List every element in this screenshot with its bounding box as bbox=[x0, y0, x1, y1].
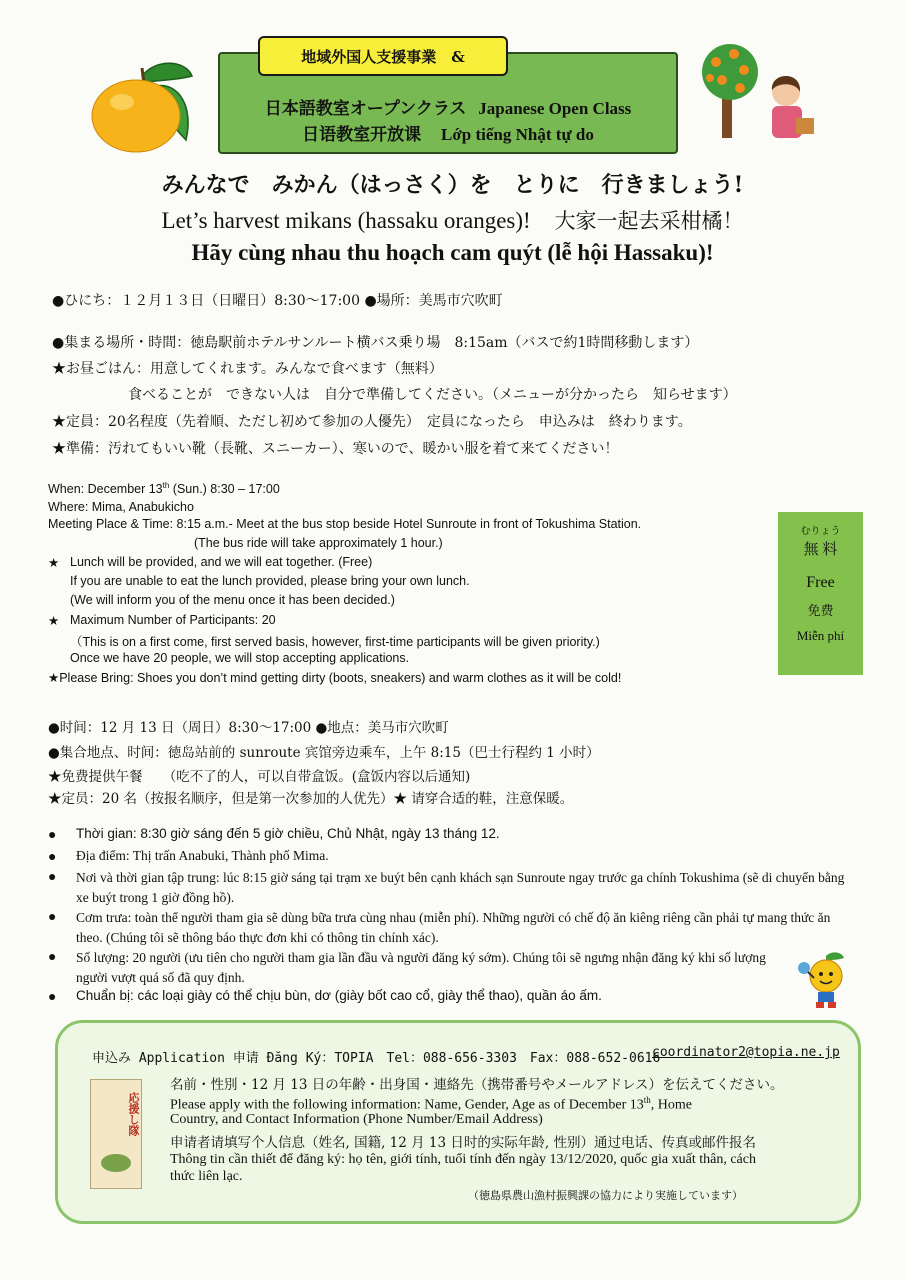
vn-meeting: Nơi và thời gian tập trung: lúc 8:15 giờ sáng tại trạm xe buýt bên cạnh khách sạn Sunroute ngay trước ga chính Tokushima (sẽ di chuyển bằng xe buýt trong 1 giờ đồng hồ). bbox=[76, 870, 845, 905]
vn-bullet-5: ● bbox=[48, 948, 57, 964]
application-vn-1: Thông tin cần thiết để đăng ký: họ tên, giới tính, tuổi tính đến ngày 13/12/2020, quốc gia xuất thân, cách bbox=[170, 1152, 756, 1167]
vn-time: Thời gian: 8:30 giờ sáng đến 5 giờ chiều, Chủ Nhật, ngày 13 tháng 12. bbox=[76, 826, 500, 841]
support-group-badge-text: 応援し隊 bbox=[127, 1092, 140, 1136]
vn-place: Địa điểm: Thị trấn Anabuki, Thành phố Mima. bbox=[76, 848, 329, 863]
jp-line-meeting: ●集まる場所・時間：徳島駅前ホテルサンルート横バス乗り場 8:15am（バスで約1時間移動します） bbox=[52, 335, 699, 351]
en-when-prefix: When: December 13 bbox=[48, 482, 163, 497]
application-box bbox=[55, 1020, 861, 1224]
vn-bullet-6: ● bbox=[48, 988, 57, 1004]
application-en-2: Country, and Contact Information (Phone Number/Email Address) bbox=[170, 1112, 543, 1127]
orange-mascot-illustration bbox=[796, 950, 852, 1012]
en-when-suffix: (Sun.) 8:30 – 17:00 bbox=[169, 482, 280, 497]
jp-line-lunch-note: 食べることが できない人は 自分で準備してください。（メニューが分かったら 知らせます） bbox=[128, 387, 737, 403]
en-bus: (The bus ride will take approximately 1 hour.) bbox=[194, 536, 443, 550]
en-where: Where: Mima, Anabukicho bbox=[48, 500, 194, 514]
en-when bbox=[48, 481, 280, 496]
application-en-1-sup: th bbox=[643, 1095, 651, 1105]
application-footnote: （徳島県農山漁村振興課の協力により実施しています） bbox=[468, 1189, 743, 1202]
application-en-1-prefix: Please apply with the following information: Name, Gender, Age as of December 13 bbox=[170, 1097, 644, 1113]
en-lunch-3: (We will inform you of the menu once it has been decided.) bbox=[70, 593, 395, 607]
application-email[interactable]: coordinator2@topia.ne.jp bbox=[652, 1045, 840, 1060]
en-max-3: Once we have 20 people, we will stop accepting applications. bbox=[70, 651, 410, 665]
title-en-cn bbox=[0, 205, 905, 235]
harvest-girl-illustration bbox=[700, 40, 816, 142]
free-badge bbox=[778, 512, 863, 675]
en-meeting: Meeting Place & Time: 8:15 a.m.- Meet at the bus stop beside Hotel Sunroute in front of Tokushima Station. bbox=[48, 517, 642, 531]
header-line1-en: Japanese Open Class bbox=[478, 99, 632, 118]
title-jp: みんなで みかん（はっさく）を とりに 行きましょう! bbox=[161, 172, 744, 198]
program-tag bbox=[258, 36, 508, 76]
jp-line-date: ●ひにち：１２月１３日（日曜日）8:30～17:00 ●場所：美馬市穴吹町 bbox=[52, 293, 503, 309]
en-max-2: （This is on a first come, first served basis, however, first-time participants will be given priority.) bbox=[70, 635, 600, 649]
cn-line-lunch: ★免费提供午餐 （吃不了的人，可以自带盒饭。(盒饭内容以后通知) bbox=[48, 769, 471, 785]
title-vn: Hãy cùng nhau thu hoạch cam quýt (lễ hội Hassaku)! bbox=[191, 240, 714, 265]
en-when-sup: th bbox=[162, 481, 170, 490]
en-star-1: ★ bbox=[48, 556, 60, 570]
header-line2-vn: Lớp tiếng Nhật tự do bbox=[441, 125, 594, 144]
vn-lunch: Cơm trưa: toàn thể người tham gia sẽ dùng bữa trưa cùng nhau (miễn phí). Những người có chế độ ăn kiêng riêng cần phải tự mang thức ăn theo. (Chúng tôi sẽ thông báo thực đơn khi có thông tin chính xác). bbox=[76, 910, 831, 945]
en-bring: ★Please Bring: Shoes you don’t mind getting dirty (boots, sneakers) and warm clothes as it will be cold! bbox=[48, 671, 622, 685]
free-ruby: むりょう bbox=[800, 526, 841, 537]
application-jp: 名前・性別・12 月 13 日の年齢・出身国・連絡先（携帯番号やメールアドレス）を伝えてください。 bbox=[170, 1077, 784, 1093]
application-header: 申込み Application 申请 Đăng Ký：TOPIA Tel：088-656-3303 Fax：088-652-0616 bbox=[92, 1051, 661, 1066]
support-group-badge bbox=[90, 1079, 142, 1189]
application-cn: 申请者请填写个人信息（姓名, 国籍, 12 月 13 日时的实际年龄, 性别）通过电话、传真或邮件报名 bbox=[170, 1135, 756, 1151]
cn-line-capacity: ★定员：20 名（按报名顺序，但是第一次参加的人优先）★ 请穿合适的鞋，注意保暖。 bbox=[48, 791, 574, 807]
jp-line-lunch: ★お昼ごはん：用意してくれます。みんなで食べます（無料） bbox=[52, 361, 443, 377]
title-cn: 大家一起去采柑橘！ bbox=[554, 209, 744, 233]
application-en-1 bbox=[170, 1095, 692, 1114]
vn-bring: Chuẩn bị: các loại giày có thể chịu bùn, dơ (giày bốt cao cổ, giày thể thao), quần áo ấm. bbox=[76, 988, 602, 1003]
jp-line-bring: ★準備：汚れてもいい靴（長靴、スニーカー）、寒いので、暖かい服を着て来てください！ bbox=[52, 441, 619, 457]
header-line2-cn: 日语教室开放课 bbox=[302, 125, 422, 145]
en-max-1: Maximum Number of Participants: 20 bbox=[70, 613, 276, 627]
vn-bullet-3: ● bbox=[48, 868, 57, 884]
title-en: Let’s harvest mikans (hassaku oranges)! bbox=[161, 208, 531, 233]
program-tag-text: 地域外国人支援事業 & bbox=[301, 47, 465, 66]
free-en: Free bbox=[806, 574, 835, 591]
header-line1-jp: 日本語教室オープンクラス bbox=[264, 99, 467, 119]
free-jp: 無 料 bbox=[803, 542, 838, 558]
en-lunch-1: Lunch will be provided, and we will eat together. (Free) bbox=[70, 555, 373, 569]
orange-fruit-illustration bbox=[86, 56, 198, 154]
en-star-2: ★ bbox=[48, 614, 60, 628]
en-lunch-2: If you are unable to eat the lunch provided, please bring your own lunch. bbox=[70, 574, 470, 588]
vn-capacity: Số lượng: 20 người (ưu tiên cho người tham gia lần đầu và người đăng ký sớm). Chúng tôi sẽ ngưng nhận đăng ký khi số lượng người vượt quá số đã quy định. bbox=[76, 950, 766, 985]
cn-line-meeting: ●集合地点、时间：徳岛站前的 sunroute 宾馆旁边乘车，上午 8:15（巴士行程约 1 小时） bbox=[48, 745, 600, 761]
application-vn-2: thức liên lạc. bbox=[170, 1169, 243, 1184]
application-en-1-suffix: , Home bbox=[650, 1097, 692, 1113]
cn-line-date: ●时间：12 月 13 日（周日）8:30～17:00 ●地点：美马市穴吹町 bbox=[48, 720, 449, 736]
vn-bullet-1: ● bbox=[48, 826, 57, 842]
free-vn: Miễn phí bbox=[796, 628, 845, 643]
free-cn: 免费 bbox=[807, 603, 834, 618]
jp-line-capacity: ★定員：20名程度（先着順、ただし初めて参加の人優先） 定員になったら 申込みは 終わります。 bbox=[52, 414, 692, 430]
vn-bullet-2: ● bbox=[48, 848, 57, 864]
vn-bullet-4: ● bbox=[48, 908, 57, 924]
